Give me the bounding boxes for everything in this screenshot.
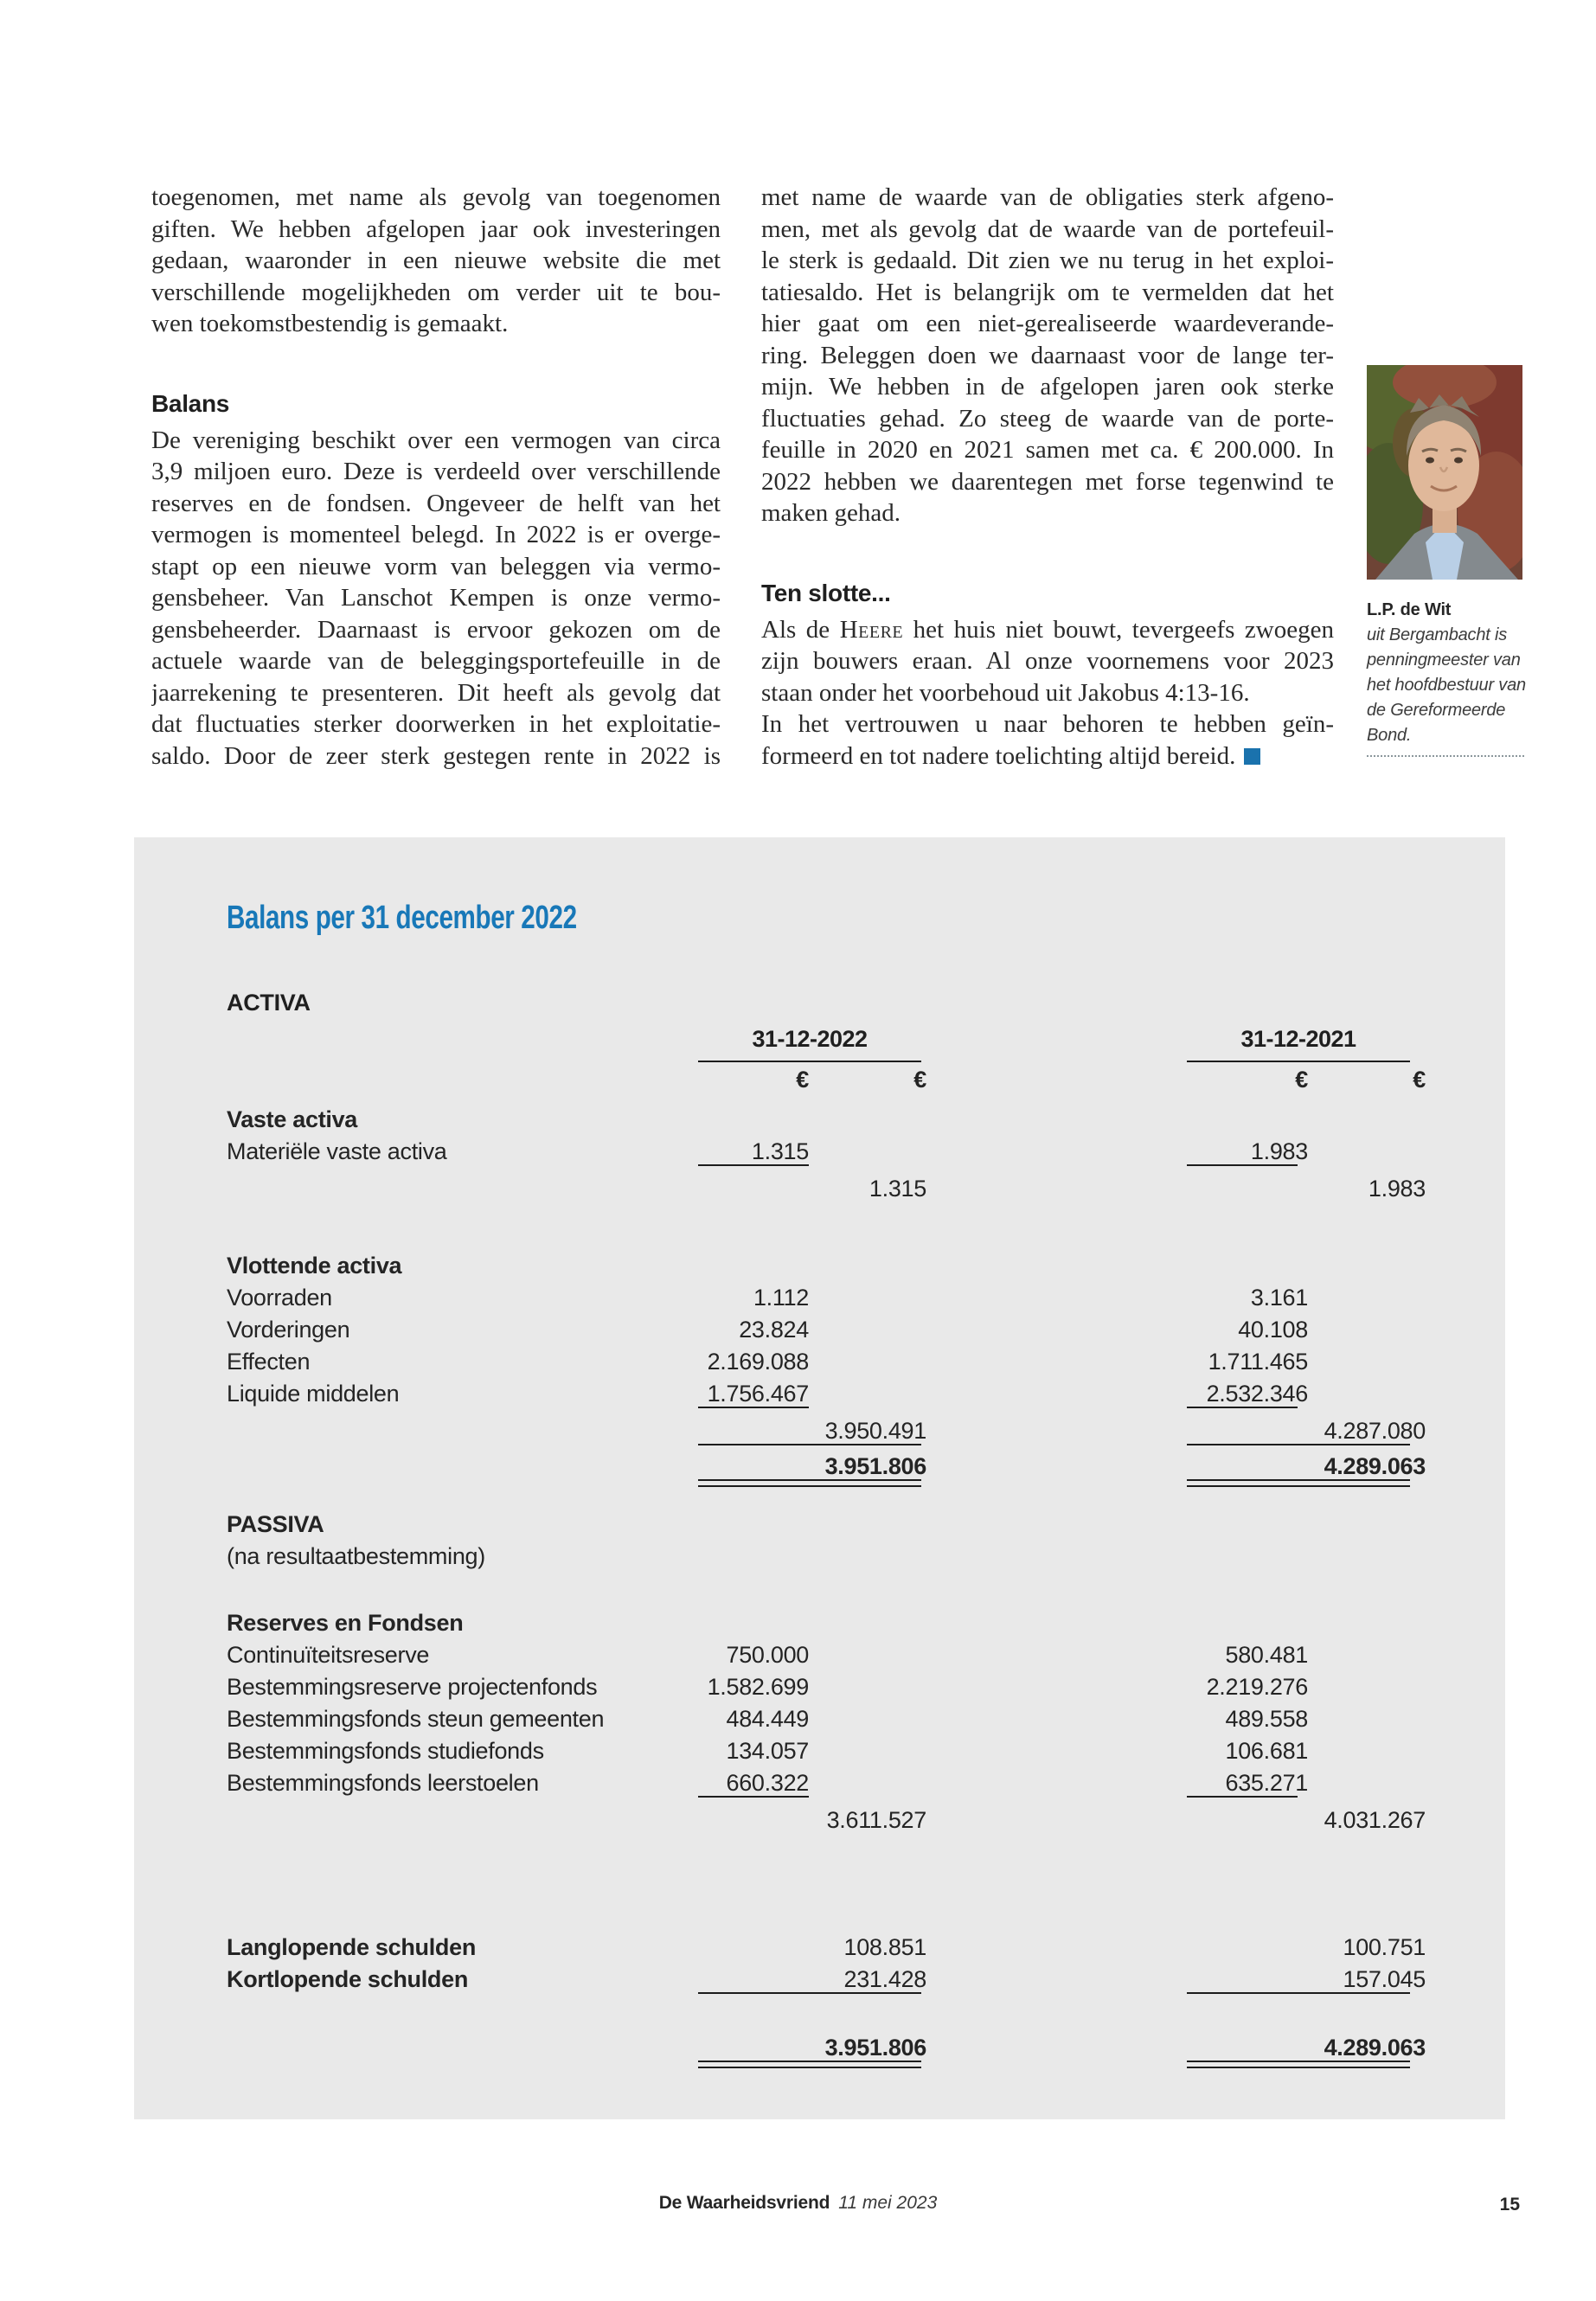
portrait-illustration [1367,365,1522,580]
body-line [761,614,1334,646]
body-line: dat fluctuaties sterker doorwerken in het exploitatie- [151,710,721,738]
paragraph [761,182,1334,497]
body-line-text: formeerd en tot nadere toelichting altijd bereid. [761,741,1236,770]
table-row: Vaste activa [227,1106,358,1132]
body-line: vermogen is momenteel belegd. In 2022 is er overge- [151,521,721,548]
table-row: Vlottende activa [227,1253,402,1279]
table-row: Materiële vaste activa 1.315 1.983 [227,1138,1308,1164]
body-line: 3,9 miljoen euro. Deze is verdeeld over verschillende [151,458,721,485]
table-rule [698,1479,921,1481]
currency-symbol: € [1295,1067,1308,1093]
quote-prefix: Als de [761,615,840,644]
quote-suffix: het huis niet bouwt, tevergeefs zwoegen [903,615,1334,644]
body-line: wen toekomstbestendig is gemaakt. [151,310,509,337]
table-rule [698,1992,921,1994]
author-caption [1367,597,1531,757]
table-rule [1187,1992,1410,1994]
author-bio-line: penningmeester van [1367,651,1521,670]
body-line: gensbeheer. Van Lanschot Kempen is onze vermo- [151,584,721,612]
author-name: L.P. de Wit [1367,600,1452,619]
body-line: mijn. We hebben in de afgelopen jaren ook sterke [761,373,1334,401]
author-bio-line: de Gereformeerde [1367,701,1506,720]
balance-sheet-box [134,837,1505,2119]
article-left-column [151,182,721,772]
paragraph [151,425,721,772]
body-line: tatiesaldo. Het is belangrijk om te vermelden dat het [761,278,1334,306]
table-row: Voorraden 1.112 3.161 [227,1285,1308,1311]
body-line: De vereniging beschikt over een vermogen van circa [151,426,721,454]
header-rule-2021 [1187,1061,1410,1062]
section-heading-balans: Balans [151,389,230,417]
table-row: Vorderingen 23.824 40.108 [227,1317,1308,1343]
body-line: hier gaat om een niet-gerealiseerde waardeverande- [761,310,1334,337]
body-line: toegenomen, met name als gevolg van toegenomen [151,183,721,211]
body-line: fluctuaties gehad. Zo steeg de waarde van de porte- [761,404,1334,433]
issue-date: 11 mei 2023 [838,2193,938,2213]
body-line: ring. Beleggen doen we daarnaast voor de lange ter- [761,341,1334,369]
column-header-2022: 31-12-2022 [752,1026,868,1052]
body-line: zijn bouwers eraan. Al onze voornemens voor 2023 [761,647,1334,675]
table-row: Bestemmingsfonds leerstoelen 660.322 635.271 [227,1770,1308,1796]
body-line: gensbeheerder. Daarnaast is ervoor gekozen om de [151,615,721,644]
activa-heading: ACTIVA [227,990,311,1016]
currency-row [134,1064,1596,1104]
portrait-photo [1367,365,1522,580]
table-row-values: 3.951.806 4.289.063 [134,2032,1505,2064]
body-line: verschillende mogelijkheden om verder uit te bou- [151,278,721,306]
table-row-values: 1.315 1.983 [869,1176,1426,1202]
table-row-values: 3.951.806 4.289.063 [134,1451,1505,1483]
table-row: Bestemmingsfonds steun gemeenten 484.449 489.558 [227,1706,1308,1732]
body-line: actuele waarde van de beleggingsportefeuille in de [151,647,721,675]
balance-sheet-title: Balans per 31 december 2022 [227,900,577,936]
table-row: Kortlopende schulden 231.428 157.045 [227,1966,1426,1992]
table-row: Bestemmingsreserve projectenfonds 1.582.699 2.219.276 [227,1674,1308,1700]
table-rule [1187,2067,1410,2068]
body-line: jaarrekening te presenteren. Dit heeft als gevolg dat [151,678,721,707]
table-rule [698,1164,809,1166]
body-line: 2022 hebben we daarentegen met forse tegenwind te [761,467,1334,496]
body-line: saldo. Door de zeer sterk gestegen rente in 2022 is [151,741,721,770]
table-rule [698,1485,921,1487]
body-line: le sterk is gedaald. Dit zien we nu terug in het exploi- [761,247,1334,274]
body-line: reserves en de fondsen. Ongeveer de helft van het [151,489,721,517]
table-rule [698,1796,809,1798]
divine-name-smallcaps: Heere [839,615,904,644]
header-rule-2022 [698,1061,921,1062]
table-rule [1187,2061,1410,2062]
table-rule [698,1407,809,1408]
table-rule [1187,1796,1298,1798]
body-line: feuille in 2020 en 2021 samen met ca. € 200.000. In [761,436,1334,464]
table-row-values: 3.611.527 4.031.267 [826,1807,1426,1833]
table-row-values: 3.950.491 4.287.080 [134,1415,1505,1447]
author-bio-line: Bond. [1367,726,1412,745]
currency-symbol: € [1413,1067,1426,1093]
section-heading-ten-slotte: Ten slotte... [761,579,891,606]
body-line [761,740,1334,772]
body-line: maken gehad. [761,499,901,527]
article-right-column [761,182,1334,772]
end-of-article-icon [1244,748,1260,765]
table-row: (na resultaatbestemming) [227,1543,485,1569]
table-row: Effecten 2.169.088 1.711.465 [227,1349,1308,1375]
currency-symbol: € [913,1067,926,1093]
table-row: Continuïteitsreserve 750.000 580.481 [227,1642,1308,1668]
author-bio [1367,623,1531,748]
column-header-2021: 31-12-2021 [1240,1026,1356,1052]
author-bio-line: het hoofdbestuur van [1367,676,1526,695]
table-rule [1187,1485,1410,1487]
magazine-title: De Waarheidsvriend [658,2193,830,2213]
table-rule [698,2061,921,2062]
table-row: Bestemmingsfonds studiefonds 134.057 106.681 [227,1738,1308,1764]
table-row: Reserves en Fondsen [227,1610,464,1636]
author-bio-line: uit Bergambacht is [1367,625,1508,644]
body-line: gedaan, waaronder in een nieuwe website die met [151,247,721,274]
currency-symbol: € [796,1067,809,1093]
caption-divider [1367,755,1524,757]
column-headers [134,1026,1505,1061]
table-rule [1187,1407,1298,1408]
table-rule [698,2067,921,2068]
balance-rows [134,1104,1505,2064]
body-line: stapt op een nieuwe vorm van beleggen via vermo- [151,552,721,580]
table-rule [698,1444,921,1445]
body-line: met name de waarde van de obligaties sterk afgeno- [761,183,1334,211]
body-line: staan onder het voorbehoud uit Jakobus 4:13-16. [761,678,1250,707]
page-number: 15 [1499,2195,1520,2214]
paragraph [151,182,721,308]
page-footer [0,2193,1596,2214]
table-rule [1187,1164,1298,1166]
table-row: Liquide middelen 1.756.467 2.532.346 [227,1381,1308,1407]
body-line: giften. We hebben afgelopen jaar ook investeringen [151,215,721,243]
table-rule [1187,1479,1410,1481]
body-line: In het vertrouwen u naar behoren te hebben geïn- [761,710,1334,738]
table-row: PASSIVA [227,1511,324,1537]
body-line: men, met als gevolg dat de waarde van de portefeuil- [761,215,1334,243]
table-row: Langlopende schulden 108.851 100.751 [227,1934,1426,1960]
table-rule [1187,1444,1410,1445]
